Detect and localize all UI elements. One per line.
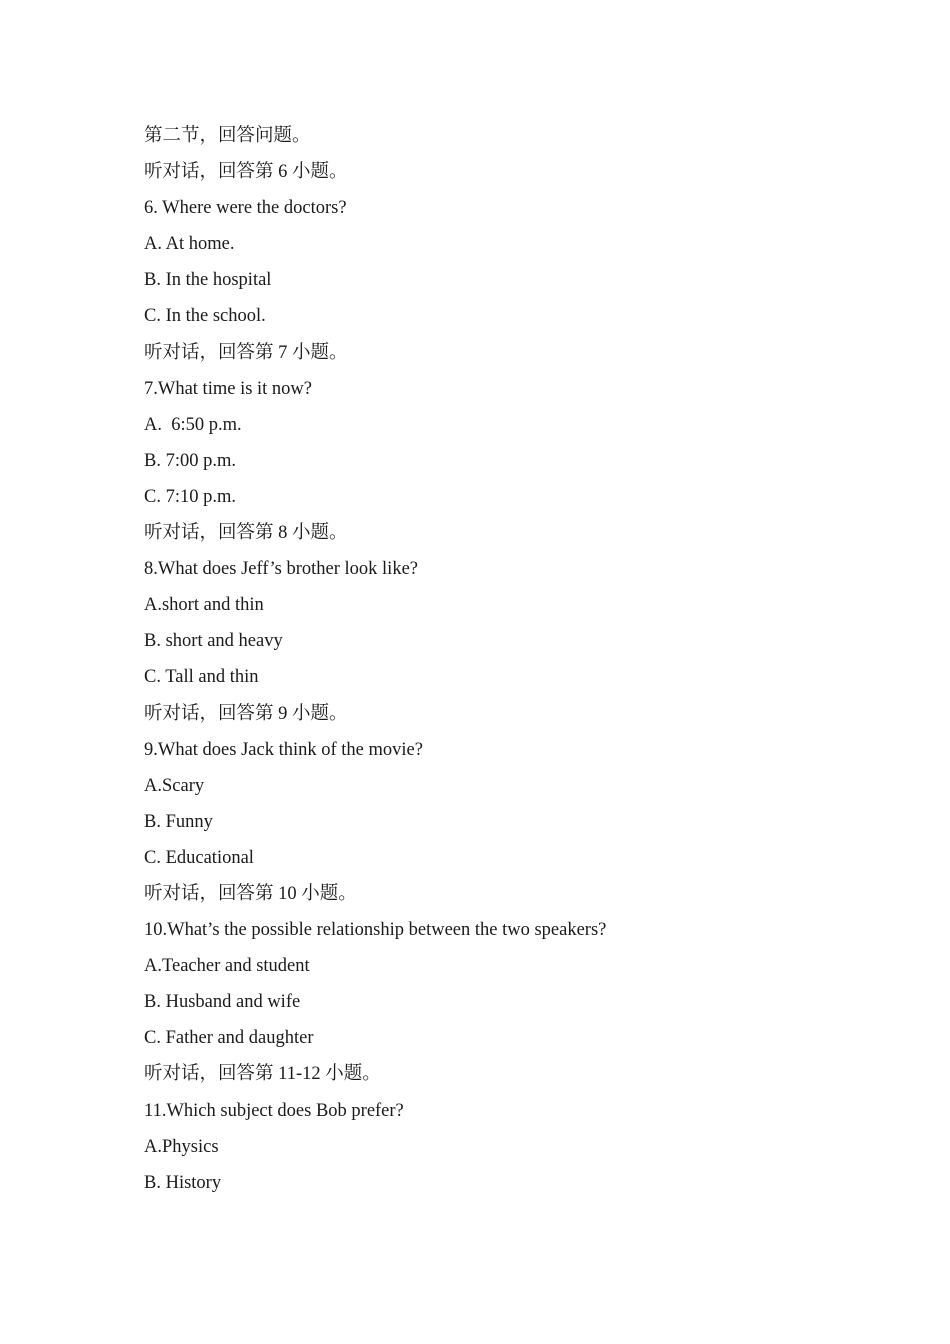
question-7: 7.What time is it now? — [144, 378, 313, 399]
q9-option-b: B. Funny — [144, 811, 213, 832]
question-6: 6. Where were the doctors? — [144, 198, 347, 219]
q7-option-c: C. 7:10 p.m. — [144, 486, 236, 507]
section-heading: 第二节，回答问题。 — [144, 126, 311, 146]
q8-option-c: C. Tall and thin — [144, 667, 259, 688]
q9-option-a: A.Scary — [144, 775, 205, 796]
q6-option-a: A. At home. — [144, 234, 235, 255]
q11-option-b: B. History — [144, 1172, 222, 1193]
question-11: 11.Which subject does Bob prefer? — [144, 1100, 404, 1121]
instruction-q7: 听对话，回答第 7 小题。 — [144, 342, 348, 363]
q6-option-b: B. In the hospital — [144, 270, 272, 291]
q6-option-c: C. In the school. — [144, 306, 266, 327]
q10-option-c: C. Father and daughter — [144, 1028, 314, 1049]
q7-option-a: A. 6:50 p.m. — [144, 414, 242, 435]
question-10: 10.What’s the possible relationship between the two speakers? — [144, 920, 607, 941]
q8-option-b: B. short and heavy — [144, 631, 283, 652]
question-9: 9.What does Jack think of the movie? — [144, 739, 423, 760]
document-body — [144, 118, 844, 1201]
instruction-q6: 听对话，回答第 6 小题。 — [144, 162, 348, 183]
q7-option-b: B. 7:00 p.m. — [144, 450, 236, 471]
q9-option-c: C. Educational — [144, 847, 254, 868]
q8-option-a: A.short and thin — [144, 595, 264, 616]
q11-option-a: A.Physics — [144, 1136, 219, 1157]
instruction-q10: 听对话，回答第 10 小题。 — [144, 883, 357, 904]
instruction-q11-12: 听对话，回答第 11-12 小题。 — [144, 1064, 381, 1085]
instruction-q9: 听对话，回答第 9 小题。 — [144, 703, 348, 724]
q10-option-b: B. Husband and wife — [144, 992, 301, 1013]
instruction-q8: 听对话，回答第 8 小题。 — [144, 523, 348, 544]
q10-option-a: A.Teacher and student — [144, 956, 310, 977]
question-8: 8.What does Jeff’s brother look like? — [144, 559, 418, 580]
